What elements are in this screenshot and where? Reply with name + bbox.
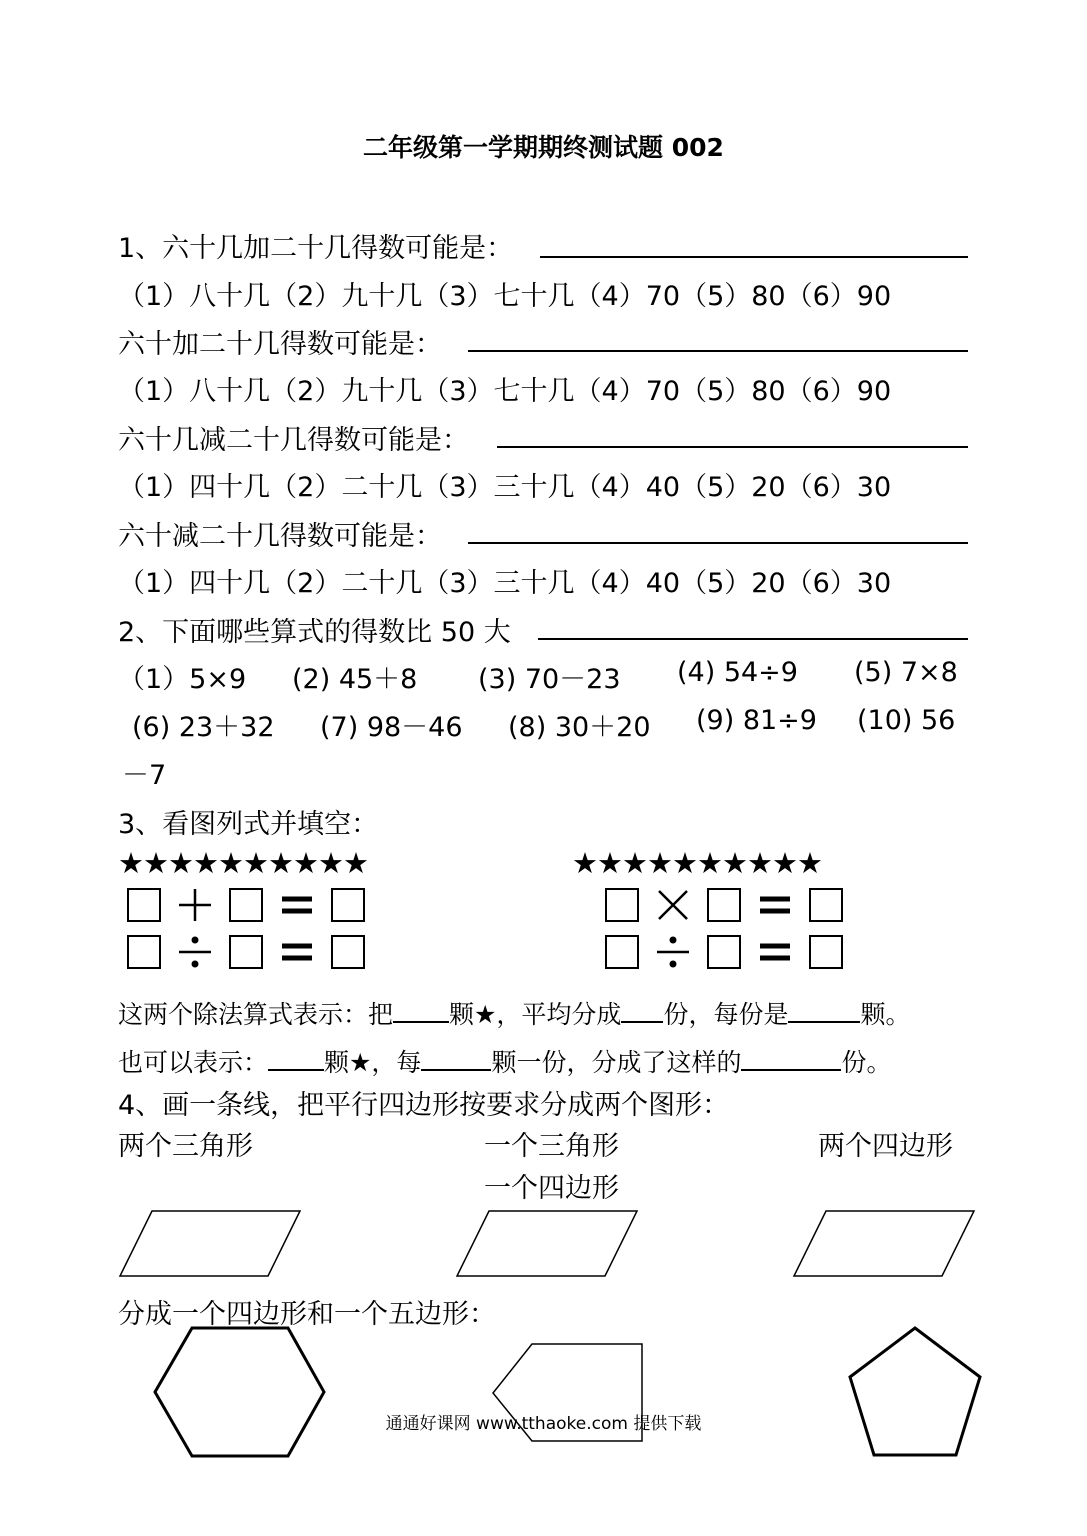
q1-options-2: （1）八十几（2）九十几（3）七十几（4）70（5）80（6）90 <box>118 376 892 407</box>
equals-icon <box>277 885 317 925</box>
q2-expr-3: (3) 70－23 <box>478 664 621 695</box>
blank-line[interactable] <box>421 1045 491 1071</box>
right-multiplication-equation <box>605 885 857 925</box>
equals-icon <box>277 932 317 972</box>
answer-box[interactable] <box>127 888 161 922</box>
q1-answer-line-3[interactable] <box>497 446 968 448</box>
divide-icon <box>175 932 215 972</box>
footer-credit: 通通好课网 www.tthaoke.com 提供下载 <box>385 1414 702 1434</box>
q2-expr-10: (10) 56 <box>857 705 956 736</box>
q2-answer-line[interactable] <box>538 638 968 640</box>
answer-box[interactable] <box>331 888 365 922</box>
q1-answer-line-4[interactable] <box>468 542 968 544</box>
q1-options-1: （1）八十几（2）九十几（3）七十几（4）70（5）80（6）90 <box>118 281 892 312</box>
label-two-quadrilaterals: 两个四边形 <box>818 1131 953 1162</box>
answer-box[interactable] <box>229 888 263 922</box>
label-two-triangles: 两个三角形 <box>118 1131 253 1162</box>
plus-icon <box>175 885 215 925</box>
sentence-text: 颗。 <box>860 1000 911 1029</box>
answer-box[interactable] <box>127 935 161 969</box>
q1-answer-line-1[interactable] <box>540 256 968 258</box>
blank-line[interactable] <box>741 1045 841 1071</box>
q2-prompt: 2、下面哪些算式的得数比 50 大 <box>118 617 511 648</box>
blank-line[interactable] <box>788 997 860 1023</box>
stars-right: ★★★★★★★★★★ <box>572 846 822 880</box>
q1-prompt-3: 六十几减二十几得数可能是： <box>118 425 469 456</box>
q2-expr-8: (8) 30＋20 <box>508 712 651 743</box>
answer-box[interactable] <box>707 935 741 969</box>
answer-box[interactable] <box>229 935 263 969</box>
blank-line[interactable] <box>268 1045 324 1071</box>
sentence-text: 这两个除法算式表示：把 <box>118 1000 394 1029</box>
divide-icon <box>653 932 693 972</box>
answer-box[interactable] <box>605 935 639 969</box>
q2-expr-6: (6) 23＋32 <box>132 712 275 743</box>
blank-line[interactable] <box>393 997 449 1023</box>
answer-box[interactable] <box>809 888 843 922</box>
q1-prompt-1: 1、六十几加二十几得数可能是： <box>118 233 514 264</box>
sentence-text: 颗一份，分成了这样的 <box>491 1048 742 1077</box>
right-division-equation <box>605 932 857 972</box>
sentence-text: 也可以表示： <box>118 1048 269 1077</box>
blank-line[interactable] <box>621 997 663 1023</box>
sentence-text: 颗★，平均分成 <box>449 1000 622 1029</box>
equals-icon <box>755 885 795 925</box>
q2-expr-2: (2) 45＋8 <box>292 664 418 695</box>
sentence-text: 颗★，每 <box>324 1048 422 1077</box>
q1-prompt-4: 六十减二十几得数可能是： <box>118 521 442 552</box>
label-one-quadrilateral: 一个四边形 <box>484 1173 619 1204</box>
q3-prompt: 3、看图列式并填空： <box>118 809 379 840</box>
q4-prompt-2: 分成一个四边形和一个五边形： <box>118 1299 496 1330</box>
parallelogram-2[interactable] <box>455 1208 641 1280</box>
q2-expr-9: (9) 81÷9 <box>696 705 817 736</box>
answer-box[interactable] <box>331 935 365 969</box>
label-one-triangle: 一个三角形 <box>484 1131 619 1162</box>
left-addition-equation <box>127 885 379 925</box>
q1-prompt-2: 六十加二十几得数可能是： <box>118 329 442 360</box>
q2-expr-7: (7) 98－46 <box>320 712 463 743</box>
sentence-text: 份，每份是 <box>663 1000 789 1029</box>
q3-sentence-2 <box>118 1043 891 1079</box>
answer-box[interactable] <box>707 888 741 922</box>
q1-options-3: （1）四十几（2）二十几（3）三十几（4）40（5）20（6）30 <box>118 472 892 503</box>
times-icon <box>653 885 693 925</box>
q4-prompt: 4、画一条线，把平行四边形按要求分成两个图形： <box>118 1090 730 1121</box>
equals-icon <box>755 932 795 972</box>
q2-expr-10-cont: －7 <box>122 760 167 791</box>
pentagon[interactable] <box>846 1325 984 1459</box>
q1-options-4: （1）四十几（2）二十几（3）三十几（4）40（5）20（6）30 <box>118 568 892 599</box>
q2-expr-5: (5) 7×8 <box>854 657 958 688</box>
hexagon[interactable] <box>152 1325 328 1461</box>
sentence-text: 份。 <box>841 1048 892 1077</box>
page-title: 二年级第一学期期终测试题 002 <box>363 133 724 162</box>
q1-answer-line-2[interactable] <box>468 350 968 352</box>
q2-expr-1: （1）5×9 <box>118 664 247 695</box>
left-division-equation <box>127 932 379 972</box>
stars-left: ★★★★★★★★★★ <box>118 846 368 880</box>
q2-expr-4: (4) 54÷9 <box>677 657 798 688</box>
q3-sentence-1 <box>118 995 910 1031</box>
parallelogram-1[interactable] <box>118 1208 304 1280</box>
answer-box[interactable] <box>809 935 843 969</box>
parallelogram-3[interactable] <box>792 1208 978 1280</box>
answer-box[interactable] <box>605 888 639 922</box>
